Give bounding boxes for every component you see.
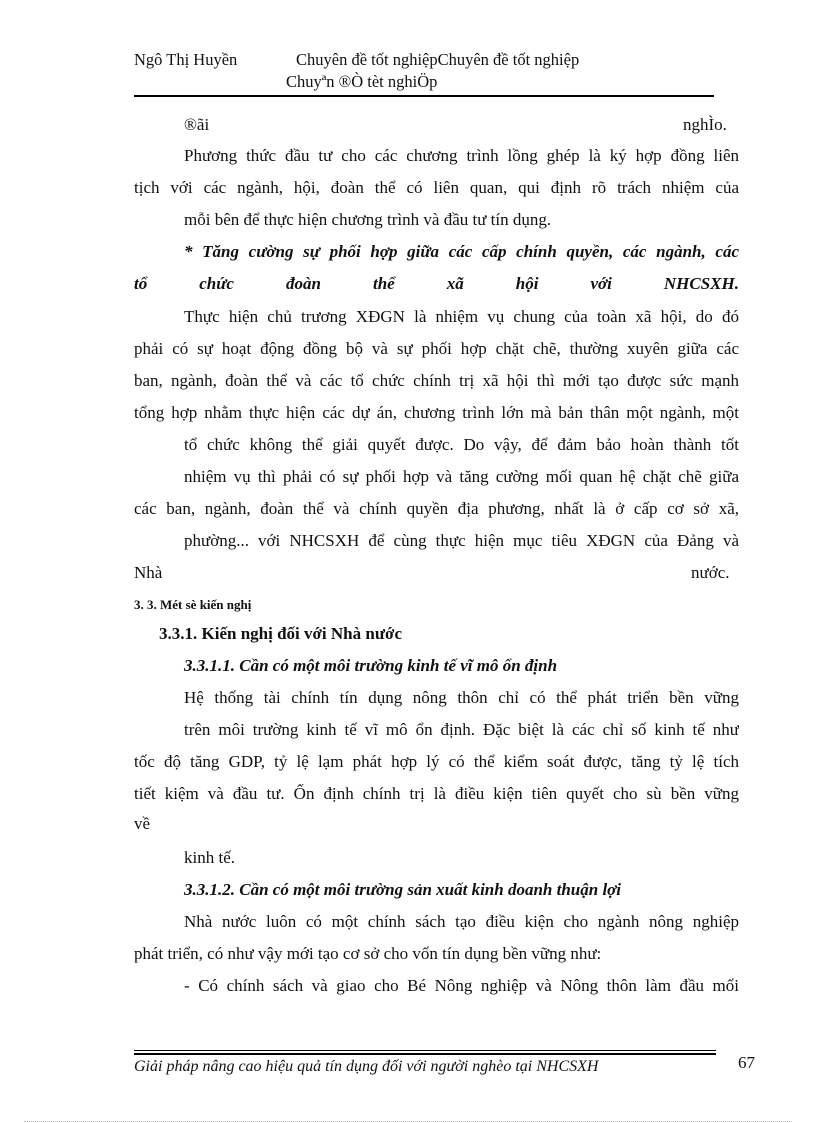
text-line: tiết kiệm và đầu tư. Ổn định chính trị là điều kiện tiên quyết cho sù bền vững (134, 784, 739, 803)
text-line: tốc độ tăng GDP, tỷ lệ lạm phát hợp lý có thể kiểm soát được, tăng tỷ lệ tích (134, 752, 739, 771)
text-line: nhiệm vụ thì phải có sự phối hợp và tăng cường mối quan hệ chặt chẽ giữa (184, 467, 739, 486)
section-heading-3-3: 3. 3. Mét sè kiến nghị (134, 597, 252, 612)
header-title-line1: Chuyên đề tốt nghiệpChuyên đề tốt nghiệp (296, 50, 580, 69)
word: thể (372, 274, 395, 293)
footer-rule-top (134, 1050, 716, 1051)
text-line: ®ãi (184, 115, 210, 134)
text-line: các ban, ngành, đoàn thể và chính quyền địa phương, nhất là ở cấp cơ sở xã, (134, 499, 739, 518)
text-line: - Có chính sách và giao cho Bé Nông nghiệp và Nông thôn làm đầu mối (184, 976, 739, 995)
header-author: Ngô Thị Huyền (134, 50, 238, 69)
text-line: phải có sự hoạt động đồng bộ và sự phối hợp chặt chẽ, thường xuyên giữa các (134, 339, 739, 358)
word: xã (446, 274, 464, 293)
text-line: tịch với các ngành, hội, đoàn thể có liên quan, qui định rõ trách nhiệm của (134, 178, 739, 197)
section-heading-3-3-1: 3.3.1. Kiến nghị đối với Nhà nước (159, 624, 402, 643)
word: tổ (134, 274, 148, 293)
text-line: Thực hiện chủ trương XĐGN là nhiệm vụ chung của toàn xã hội, do đó (184, 307, 739, 326)
text-line: Hệ thống tài chính tín dụng nông thôn chỉ có thể phát triển bền vững (184, 688, 739, 707)
text-line: Nhà nước luôn có một chính sách tạo điều kiện cho ngành nông nghiệp (184, 912, 739, 931)
text-line: về (134, 814, 151, 833)
text-line: tổng hợp nhằm thực hiện các dự án, chương trình lớn mà bản thân một ngành, một (134, 403, 739, 422)
section-heading-3-3-1-2: 3.3.1.2. Cần có một môi trường sản xuất kinh doanh thuận lợi (184, 880, 622, 899)
text-line: nước. (691, 563, 730, 582)
text-line: Nhà (134, 563, 163, 582)
footer-rule-bottom (134, 1053, 716, 1055)
text-line: kinh tế. (184, 848, 235, 867)
word: hội (515, 274, 539, 293)
footer-caption: Giải pháp nâng cao hiệu quả tín dụng đối với người nghèo tại NHCSXH (134, 1058, 599, 1075)
text-line: trên môi trường kinh tế vĩ mô ổn định. Đặc biệt là các chỉ số kinh tế như (184, 720, 739, 739)
text-line: mỗi bên để thực hiện chương trình và đầu tư tín dụng. (184, 210, 552, 229)
word: với (590, 274, 612, 293)
subheading-line-spread (134, 274, 739, 294)
text-line: phường... với NHCSXH để cùng thực hiện mục tiêu XĐGN của Đảng và (184, 531, 739, 550)
header-title-line2: Chuyªn ®Ò tèt nghiÖp (286, 72, 438, 91)
word: đoàn (286, 274, 321, 293)
section-heading-3-3-1-1: 3.3.1.1. Cần có một môi trường kinh tế vĩ mô ổn định (184, 656, 558, 675)
word: NHCSXH. (663, 274, 739, 293)
text-line: tổ chức không thể giải quyết được. Do vậy, để đảm bảo hoàn thành tốt (184, 435, 739, 454)
subheading-line: * Tăng cường sự phối hợp giữa các cấp chính quyền, các ngành, các (184, 242, 739, 261)
text-line: Phương thức đầu tư cho các chương trình lồng ghép là ký hợp đồng liên (184, 146, 739, 165)
text-line: ban, ngành, đoàn thể và các tổ chức chính trị xã hội thì mới tạo được sức mạnh (134, 371, 739, 390)
text-line: phát triển, có như vậy mới tạo cơ sở cho vốn tín dụng bền vững như: (134, 944, 602, 963)
word: chức (199, 274, 234, 293)
page-edge (24, 1121, 792, 1122)
header-rule (134, 95, 714, 97)
text-line: nghÌo. (683, 115, 727, 134)
page-number: 67 (738, 1053, 755, 1072)
